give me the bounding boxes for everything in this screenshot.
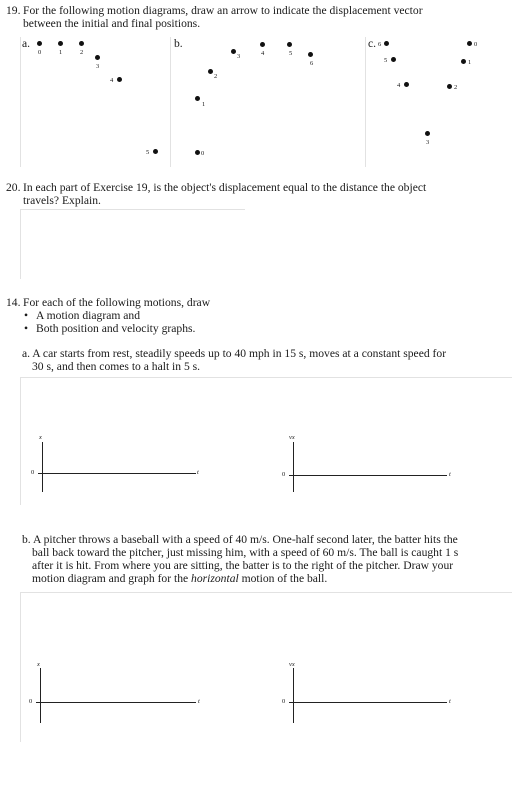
dot-label: 2	[80, 49, 84, 56]
motion-dot	[260, 42, 265, 47]
graph-xlabel-t: t	[449, 471, 451, 478]
q20-text-line2: travels? Explain.	[23, 194, 101, 207]
dot-label: 3	[96, 63, 100, 70]
graph-ylabel-vx: vx	[289, 434, 295, 441]
dot-label: 0	[474, 41, 478, 48]
motion-dot	[117, 77, 122, 82]
q14-part-a-line1: a. A car starts from rest, steadily speeds up to 40 mph in 15 s, moves at a constant speed for	[22, 347, 447, 360]
dot-label: 4	[261, 50, 265, 57]
graph-y-axis	[42, 442, 43, 492]
q14-bullet-2: • Both position and velocity graphs.	[36, 322, 195, 335]
dot-label: 0	[201, 150, 205, 157]
dot-label: 6	[378, 41, 382, 48]
dot-label: 5	[289, 50, 293, 57]
q14-part-b-line3: after it is hit. From where you are sitting, the batter is to the right of the pitcher. Draw your	[32, 559, 454, 572]
answer-area-left	[20, 592, 21, 742]
motion-dot	[287, 42, 292, 47]
dot-label: 1	[468, 59, 472, 66]
motion-dot	[79, 41, 84, 46]
dot-label: 5	[384, 57, 388, 64]
answer-area-left	[20, 209, 21, 279]
dot-label: 4	[397, 82, 401, 89]
motion-dot	[231, 49, 236, 54]
motion-dot	[384, 41, 389, 46]
line4-text: motion diagram and graph for the	[32, 572, 192, 585]
graph-xlabel-t: t	[197, 469, 199, 476]
graph-origin-label: 0	[31, 469, 35, 476]
graph-origin-label: 0	[282, 698, 286, 705]
graph-x-axis	[36, 702, 196, 703]
dot-label: 1	[59, 49, 63, 56]
q19-part-a-label: a.	[22, 37, 31, 50]
motion-dot	[308, 52, 313, 57]
line4-text: motion of the ball.	[238, 572, 328, 585]
graph-x-axis	[289, 702, 447, 703]
motion-dot	[404, 82, 409, 87]
motion-dot	[467, 41, 472, 46]
dot-label: 6	[310, 60, 314, 67]
dot-label: 2	[214, 73, 218, 80]
q19-number: 19.	[6, 4, 21, 17]
motion-dot	[58, 41, 63, 46]
q20-text-line1: In each part of Exercise 19, is the object's displacement equal to the distance the object	[23, 181, 427, 194]
graph-x-axis	[38, 473, 196, 474]
motion-dot	[447, 84, 452, 89]
panel-divider	[365, 37, 366, 167]
motion-dot	[391, 57, 396, 62]
motion-dot	[208, 69, 213, 74]
q14-part-b-line1: b. A pitcher throws a baseball with a speed of 40 m/s. One-half second later, the batter hits the	[22, 533, 458, 546]
answer-area-top	[20, 592, 512, 593]
dot-label: 4	[110, 77, 114, 84]
graph-origin-label: 0	[282, 471, 286, 478]
answer-area-top	[20, 209, 245, 210]
line4-emphasis: horizontal	[191, 572, 239, 585]
q14-intro: For each of the following motions, draw	[23, 296, 211, 309]
graph-y-axis	[293, 668, 294, 723]
panel-divider	[170, 37, 171, 167]
motion-dot	[95, 55, 100, 60]
graph-x-axis	[289, 475, 447, 476]
motion-dot	[37, 41, 42, 46]
panel-divider	[20, 37, 21, 167]
answer-area-top	[20, 377, 512, 378]
q14-bullet-1: • A motion diagram and	[36, 309, 140, 322]
motion-dot	[153, 149, 158, 154]
motion-dot	[195, 96, 200, 101]
dot-label: 1	[202, 101, 206, 108]
graph-y-axis	[293, 442, 294, 492]
q19-part-b-label: b.	[174, 37, 183, 50]
graph-xlabel-t: t	[449, 698, 451, 705]
motion-dot	[461, 59, 466, 64]
q14-part-b-line4	[32, 572, 327, 585]
motion-dot	[195, 150, 200, 155]
dot-label: 3	[426, 139, 430, 146]
q19-text-line2: between the initial and final positions.	[23, 17, 201, 30]
dot-label: 2	[454, 84, 458, 91]
q19-text-line1: For the following motion diagrams, draw an arrow to indicate the displacement vector	[23, 4, 423, 17]
graph-origin-label: 0	[29, 698, 33, 705]
q14-part-a-line2: 30 s, and then comes to a halt in 5 s.	[32, 360, 201, 373]
graph-y-axis	[40, 668, 41, 723]
dot-label: 5	[146, 149, 150, 156]
dot-label: 0	[38, 49, 42, 56]
graph-xlabel-t: t	[198, 698, 200, 705]
q14-number: 14.	[6, 296, 21, 309]
graph-ylabel-vx: vx	[289, 661, 295, 668]
q19-part-c-label: c.	[368, 37, 377, 50]
graph-ylabel-x: x	[37, 661, 40, 668]
answer-area-left	[20, 377, 21, 505]
q20-number: 20.	[6, 181, 21, 194]
q14-part-b-line2: ball back toward the pitcher, just missing him, with a speed of 60 m/s. The ball is caught 1 s	[32, 546, 459, 559]
motion-dot	[425, 131, 430, 136]
dot-label: 3	[237, 53, 241, 60]
graph-ylabel-x: x	[39, 434, 42, 441]
